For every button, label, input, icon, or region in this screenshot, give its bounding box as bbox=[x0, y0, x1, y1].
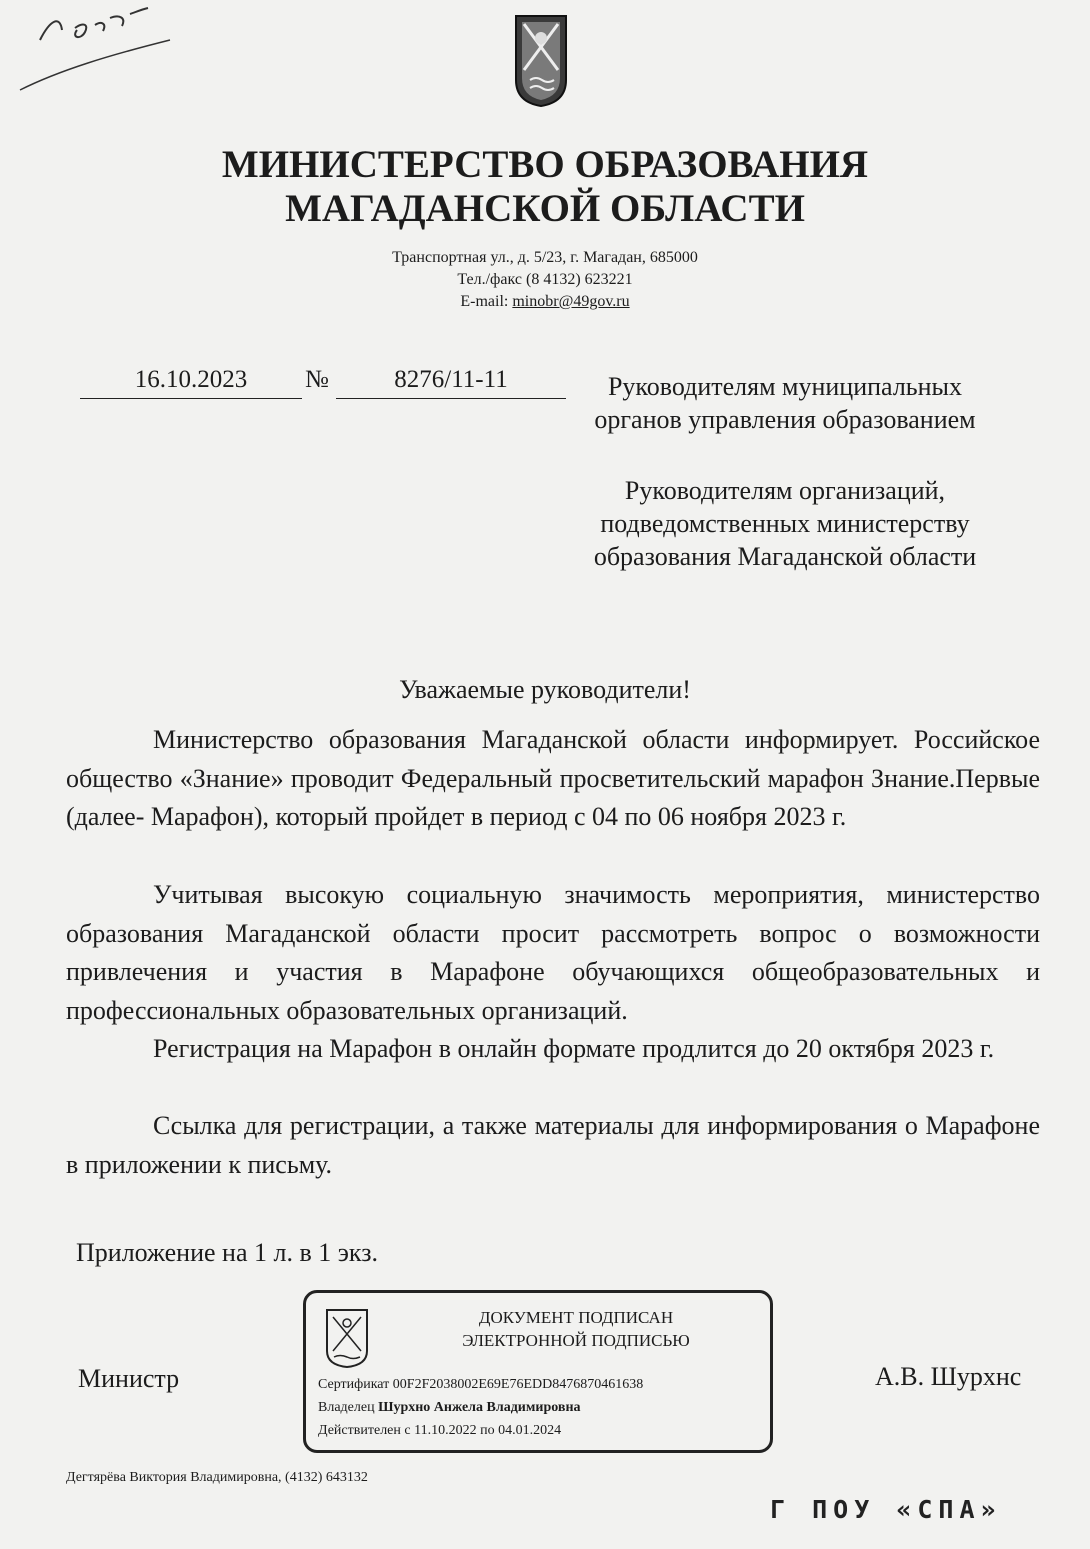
ministry-title-line1: МИНИСТЕРСТВО ОБРАЗОВАНИЯ bbox=[221, 143, 869, 186]
number-sign: № bbox=[305, 366, 329, 393]
handwritten-note bbox=[0, 0, 200, 100]
signatory-name: А.В. Шурхнс bbox=[875, 1362, 1022, 1391]
addressee-line: образования Магаданской области bbox=[593, 542, 977, 571]
incoming-stamp: Г ПОУ «СПА» bbox=[770, 1495, 1002, 1524]
appendix-note: Приложение на 1 л. в 1 экз. bbox=[76, 1238, 378, 1267]
certificate-label: Сертификат bbox=[318, 1377, 390, 1392]
owner-value: Шурхно Анжела Владимировна bbox=[378, 1400, 581, 1415]
stamp-header-line1: ДОКУМЕНТ ПОДПИСАН bbox=[478, 1308, 674, 1327]
certificate-line bbox=[318, 1375, 643, 1395]
body-paragraph-4: Ссылка для регистрации, а также материалы для информирования о Марафоне в приложении к письму. bbox=[66, 1111, 1040, 1179]
addressee-line: Руководителям муниципальных bbox=[607, 372, 963, 401]
letter-number: 8276/11-11 bbox=[336, 362, 566, 399]
valid-to: 04.01.2024 bbox=[498, 1423, 562, 1438]
addressee-block-1 bbox=[560, 370, 1010, 436]
ministry-address: Транспортная ул., д. 5/23, г. Магадан, 685000 bbox=[392, 249, 698, 266]
owner-line bbox=[318, 1398, 581, 1418]
letter-date: 16.10.2023 bbox=[80, 362, 302, 399]
validity-line bbox=[318, 1421, 561, 1441]
signatory-position: Министр bbox=[78, 1364, 180, 1393]
addressee-line: органов управления образованием bbox=[594, 405, 976, 434]
ministry-phone: Тел./факс (8 4132) 623221 bbox=[457, 271, 633, 288]
addressee-block-2 bbox=[560, 474, 1010, 573]
email-label: E-mail: bbox=[460, 293, 509, 310]
ministry-title-line2: МАГАДАНСКОЙ ОБЛАСТИ bbox=[285, 187, 805, 230]
email-link[interactable]: minobr@49gov.ru bbox=[512, 293, 630, 310]
valid-to-label: по bbox=[480, 1423, 495, 1438]
addressee-line: подведомственных министерству bbox=[600, 509, 970, 538]
ministry-email-line bbox=[0, 291, 1090, 312]
certificate-value: 00F2F2038002E69E76EDD8476870461638 bbox=[392, 1377, 644, 1392]
body-paragraph-2: Учитывая высокую социальную значимость мероприятия, министерство образования Магаданской области просит рассмотреть вопрос о возможности привлечения и участия в Марафоне обучающихся общеобразовательных и профессиональных образовательных организаций. bbox=[66, 880, 1040, 1025]
executor-contact: Дегтярёва Виктория Владимировна, (4132) 643132 bbox=[66, 1470, 368, 1485]
electronic-signature-stamp bbox=[303, 1290, 773, 1453]
stamp-header-line2: ЭЛЕКТРОННОЙ ПОДПИСЬЮ bbox=[462, 1331, 690, 1350]
body-paragraph-1: Министерство образования Магаданской области информирует. Российское общество «Знание» проводит Федеральный просветительский марафон Знание.Первые (далее- Марафон), который пройдет в период с 04 по 06 ноября 2023 г. bbox=[66, 725, 1040, 831]
body-paragraph-3: Регистрация на Марафон в онлайн формате продлится до 20 октября 2023 г. bbox=[153, 1034, 995, 1063]
valid-from: 11.10.2022 bbox=[414, 1423, 477, 1438]
owner-label: Владелец bbox=[318, 1400, 375, 1415]
addressee-line: Руководителям организаций, bbox=[624, 476, 946, 505]
coat-of-arms-icon bbox=[510, 10, 572, 108]
valid-label: Действителен с bbox=[318, 1423, 411, 1438]
coat-of-arms-icon bbox=[324, 1307, 370, 1369]
greeting: Уважаемые руководители! bbox=[399, 675, 691, 704]
